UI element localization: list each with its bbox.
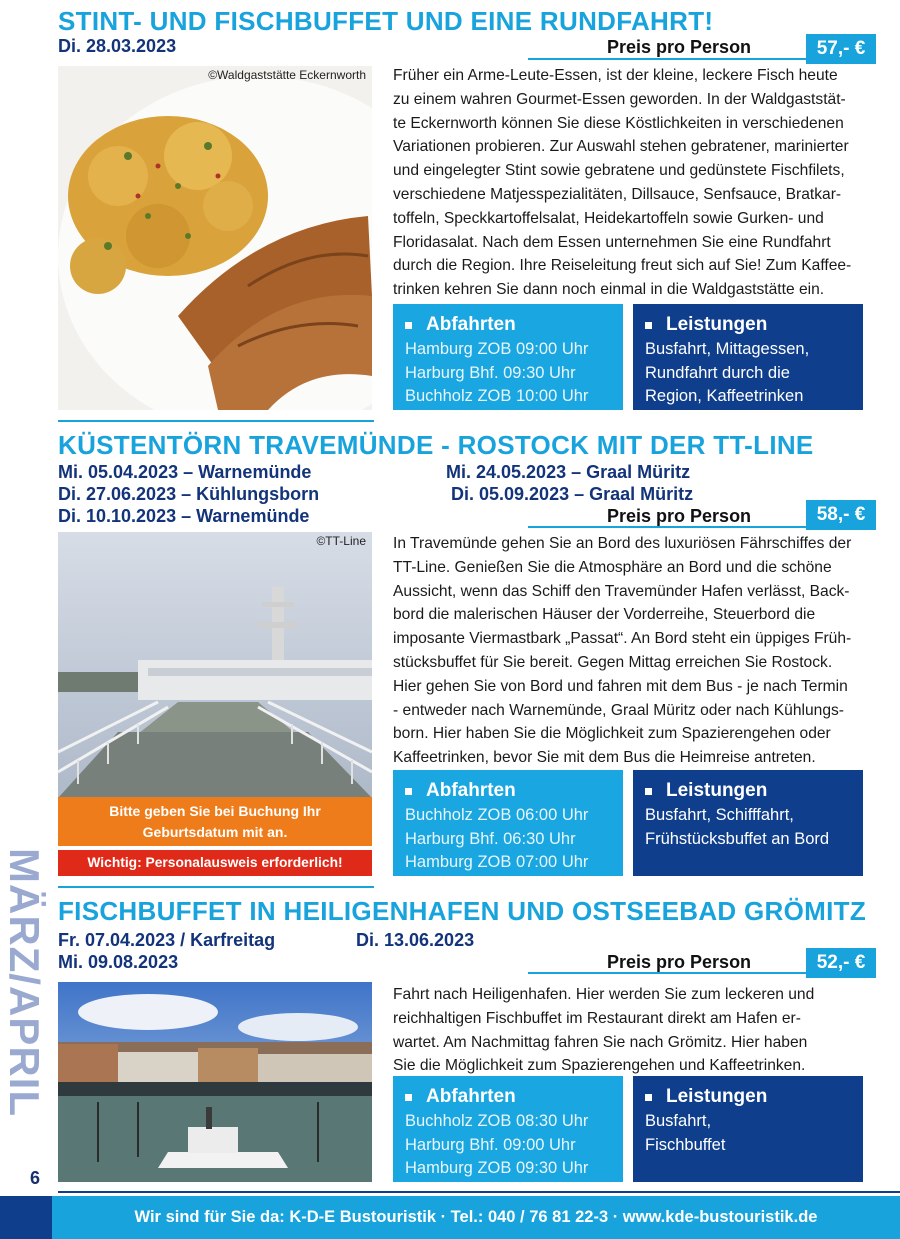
departure-item: Buchholz ZOB 08:30 Uhr xyxy=(405,1112,589,1130)
service-item: Busfahrt, Mittagessen, xyxy=(645,340,810,358)
departure-item: Hamburg ZOB 09:00 Uhr xyxy=(405,340,589,358)
description-line: bord die malerischen Häuser der Vorderreihe, Steuerbord die xyxy=(393,606,816,624)
trip-3-departures-box xyxy=(393,1076,623,1182)
trip-2-photo-credit: ©TT-Line xyxy=(316,534,366,548)
footer-contact: Wir sind für Sie da: K-D-E Bustouristik · Tel.: 040 / 76 81 22-3 · www.kde-bustouristik.de xyxy=(134,1208,818,1226)
trip-1-departures-box xyxy=(393,304,623,410)
trip-2-services-box xyxy=(633,770,863,876)
description-line: Aussicht, wenn das Schiff den Travemünder Hafen verlässt, Back- xyxy=(393,582,850,600)
trip-1-title: STINT- UND FISCHBUFFET UND EINE RUNDFAHRT! xyxy=(58,6,714,36)
description-line: reichhaltigen Fischbuffet im Restaurant direkt am Hafen er- xyxy=(393,1009,801,1027)
services-title: Leistungen xyxy=(666,780,768,801)
trip-2-date: Di. 10.10.2023 – Warnemünde xyxy=(58,506,310,526)
departures-title: Abfahrten xyxy=(426,314,516,335)
description-line: trinken kehren Sie dann noch einmal in die Waldgaststätte ein. xyxy=(393,281,825,299)
ferry-deck-image xyxy=(58,532,372,798)
trip-3-photo xyxy=(58,982,372,1182)
bullet-icon xyxy=(645,322,652,329)
trip-3-date: Mi. 09.08.2023 xyxy=(58,952,179,972)
description-line: toffeln, Speckkartoffelsalat, Heidekartoffeln sowie Gurken- und xyxy=(393,209,824,227)
departure-item: Harburg Bhf. 06:30 Uhr xyxy=(405,829,576,848)
trip-3-title: FISCHBUFFET IN HEILIGENHAFEN UND OSTSEEBAD GRÖMITZ xyxy=(58,896,866,926)
description-line: Kaffeetrinken, bevor Sie mit dem Bus die Heimreise antreten. xyxy=(393,749,816,767)
service-item: Frühstücksbuffet an Bord xyxy=(645,829,830,848)
trip-2-photo xyxy=(58,532,372,798)
service-item: Rundfahrt durch die xyxy=(645,363,790,382)
trip-2-date: Di. 05.09.2023 – Graal Müritz xyxy=(451,484,694,504)
service-item: Fischbuffet xyxy=(645,1135,726,1154)
footer-rule xyxy=(58,1191,900,1193)
service-item: Region, Kaffeetrinken xyxy=(645,387,804,405)
description-line: born. Hier haben Sie die Möglichkeit zum Spazierengehen oder xyxy=(393,725,831,743)
description-line: Sie die Möglichkeit zum Spazierengehen und Kaffeetrinken. xyxy=(393,1057,806,1075)
description-line: stücksbuffet für Sie bereit. Gegen Mittag erreichen Sie Rostock. xyxy=(393,653,833,671)
booking-notice xyxy=(58,797,372,846)
trip-3-date: Fr. 07.04.2023 / Karfreitag xyxy=(58,930,276,950)
description-line: durch die Region. Ihre Reiseleitung freut sich auf Sie! Zum Kaffee- xyxy=(393,257,852,275)
description-line: zu einem wahren Gourmet-Essen geworden. In der Waldgaststät- xyxy=(393,90,846,108)
trip-1-price-label: Preis pro Person xyxy=(607,37,752,57)
bullet-icon xyxy=(645,1094,652,1101)
description-line: - entweder nach Warnemünde, Graal Müritz oder nach Kühlungs- xyxy=(393,701,845,719)
side-bar xyxy=(0,0,48,1239)
description-line: Variationen probieren. Zur Auswahl stehen gebratener, marinierter xyxy=(393,138,849,156)
trip-3-description xyxy=(393,983,863,1078)
trip-2-description xyxy=(393,532,863,770)
footer xyxy=(52,1196,900,1239)
departure-item: Harburg Bhf. 09:00 Uhr xyxy=(405,1135,576,1154)
services-title: Leistungen xyxy=(666,1086,768,1107)
trip-2-price: 58,- € xyxy=(806,500,876,530)
departure-item: Harburg Bhf. 09:30 Uhr xyxy=(405,363,576,382)
departure-item: Hamburg ZOB 07:00 Uhr xyxy=(405,853,589,871)
trip-2-date: Mi. 24.05.2023 – Graal Müritz xyxy=(446,462,691,482)
section-divider xyxy=(58,420,374,422)
departure-item: Buchholz ZOB 06:00 Uhr xyxy=(405,806,589,824)
id-notice: Wichtig: Personalausweis erforderlich! xyxy=(58,850,372,876)
trip-3-date: Di. 13.06.2023 xyxy=(356,930,475,950)
description-line: Früher ein Arme-Leute-Essen, ist der kleine, leckere Fisch heute xyxy=(393,67,838,84)
price-line xyxy=(528,58,806,60)
description-line: Floridasalat. Nach dem Essen unternehmen Sie eine Rundfahrt xyxy=(393,233,831,251)
description-line: imposante Viermastbark „Passat“. An Bord steht ein üppiges Früh- xyxy=(393,630,852,648)
service-item: Busfahrt, xyxy=(645,1112,712,1130)
description-line: Hier gehen Sie von Bord und fahren mit dem Bus - je nach Termin xyxy=(393,677,848,695)
description-line: TT-Line. Genießen Sie die Atmosphäre an Bord und die schöne xyxy=(393,558,832,576)
description-line: In Travemünde gehen Sie an Bord des luxuriösen Fährschiffes der xyxy=(393,535,852,552)
trip-3-services-box xyxy=(633,1076,863,1182)
month-label: MÄRZ/APRIL xyxy=(1,848,48,1117)
page-number: 6 xyxy=(30,1168,41,1188)
description-line: und eingelegter Stint sowie gebratene und gedünstete Fischfilets, xyxy=(393,162,845,180)
bullet-icon xyxy=(405,322,412,329)
bullet-icon xyxy=(405,788,412,795)
trip-1-photo xyxy=(58,66,372,410)
trip-2-date: Mi. 05.04.2023 – Warnemünde xyxy=(58,462,312,482)
side-footer-block xyxy=(0,1196,52,1239)
fish-potato-plate-image xyxy=(58,66,372,410)
harbor-image xyxy=(58,982,372,1182)
description-line: verschiedene Matjesspezialitäten, Dillsauce, Senfsauce, Bratkar- xyxy=(393,185,842,203)
departure-item: Hamburg ZOB 09:30 Uhr xyxy=(405,1159,589,1177)
booking-notice-line: Bitte geben Sie bei Buchung Ihr xyxy=(109,803,321,819)
trip-1-services-box xyxy=(633,304,863,410)
bullet-icon xyxy=(405,1094,412,1101)
trip-3-price: 52,- € xyxy=(806,948,876,978)
booking-notice-line: Geburtsdatum mit an. xyxy=(142,824,288,840)
departures-title: Abfahrten xyxy=(426,1086,516,1107)
trip-2-price-label: Preis pro Person xyxy=(607,506,752,526)
trip-1-photo-credit: ©Waldgaststätte Eckernworth xyxy=(208,68,366,82)
departure-item: Buchholz ZOB 10:00 Uhr xyxy=(405,387,589,405)
trip-1-description xyxy=(393,64,863,302)
service-item: Busfahrt, Schifffahrt, xyxy=(645,806,794,824)
departures-title: Abfahrten xyxy=(426,780,516,801)
description-line: wartet. Am Nachmittag fahren Sie nach Grömitz. Hier haben xyxy=(393,1033,808,1051)
trip-1-date: Di. 28.03.2023 xyxy=(58,36,177,56)
trip-3-price-label: Preis pro Person xyxy=(607,952,752,972)
services-title: Leistungen xyxy=(666,314,768,335)
section-divider xyxy=(58,886,374,888)
trip-2-date: Di. 27.06.2023 – Kühlungsborn xyxy=(58,484,320,504)
bullet-icon xyxy=(645,788,652,795)
description-line: Fahrt nach Heiligenhafen. Hier werden Sie zum leckeren und xyxy=(393,986,815,1003)
trip-2-departures-box xyxy=(393,770,623,876)
trip-2-title: KÜSTENTÖRN TRAVEMÜNDE - ROSTOCK MIT DER TT-LINE xyxy=(58,430,814,460)
description-line: te Eckernworth können Sie diese Köstlichkeiten in verschiedenen xyxy=(393,114,844,132)
trip-1-price: 57,- € xyxy=(806,34,876,64)
